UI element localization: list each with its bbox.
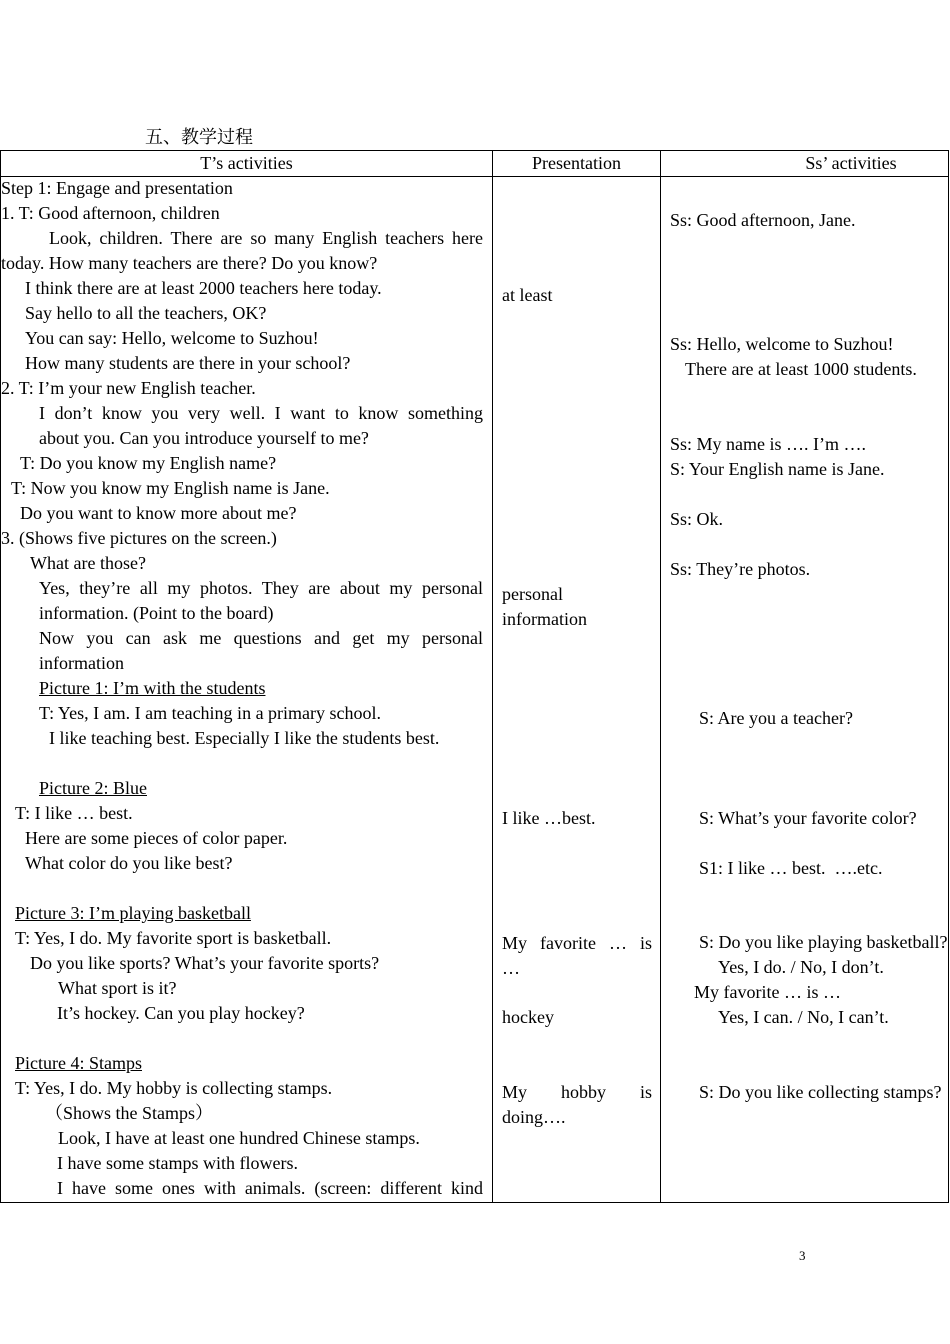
header-presentation: Presentation (532, 153, 621, 173)
t-line: What are those? (30, 553, 146, 573)
s-line: Ss: Ok. (670, 509, 724, 529)
t-line: Say hello to all the teachers, OK? (25, 303, 267, 323)
picture-3-heading: Picture 3: I’m playing basketball (15, 903, 251, 923)
p-line: My hobby is (502, 1082, 652, 1102)
s-line: Ss: Good afternoon, Jane. (670, 210, 856, 230)
t-line: 2. T: I’m your new English teacher. (1, 378, 256, 398)
ss-activities-cell (661, 176, 948, 1202)
p-line: … (502, 958, 520, 978)
t-line: 3. (Shows five pictures on the screen.) (1, 528, 277, 548)
t-line: I don’t know you very well. I want to know something (39, 403, 483, 423)
t-line: 1. T: Good afternoon, children (1, 203, 220, 223)
page-number: 3 (799, 1248, 806, 1263)
s-line: My favorite … is … (694, 982, 841, 1002)
s-line: S: Do you like playing basketball? (699, 932, 948, 952)
header-ss-activities: Ss’ activities (805, 153, 897, 173)
t-line: Now you can ask me questions and get my personal (39, 628, 483, 648)
t-line: Yes, they’re all my photos. They are about my personal (39, 578, 483, 598)
t-line: Do you want to know more about me? (20, 503, 297, 523)
header-t-activities: T’s activities (200, 153, 293, 173)
t-line: today. How many teachers are there? Do you know? (1, 253, 378, 273)
picture-1-heading: Picture 1: I’m with the students (39, 678, 266, 698)
t-line: information. (Point to the board) (39, 603, 274, 623)
teaching-process-table (0, 150, 949, 1203)
t-line: You can say: Hello, welcome to Suzhou! (25, 328, 319, 348)
p-line: doing…. (502, 1107, 566, 1127)
p-line: information (502, 609, 587, 629)
t-line: （Shows the Stamps） (45, 1103, 214, 1123)
t-line: Step 1: Engage and presentation (1, 178, 233, 198)
s-line: Ss: Hello, welcome to Suzhou! (670, 334, 894, 354)
t-line: information (39, 653, 124, 673)
t-line: Here are some pieces of color paper. (25, 828, 288, 848)
t-line: T: Yes, I am. I am teaching in a primary school. (39, 703, 382, 723)
t-line: How many students are there in your school? (25, 353, 351, 373)
t-line: T: I like … best. (15, 803, 133, 823)
t-line: T: Yes, I do. My hobby is collecting stamps. (15, 1078, 333, 1098)
p-line: at least (502, 285, 553, 305)
p-line: personal (502, 584, 563, 604)
column-divider (492, 151, 493, 1202)
t-line: Look, children. There are so many English teachers here (49, 228, 483, 248)
section-title: 五、教学过程 (145, 127, 253, 147)
t-line: I have some stamps with flowers. (57, 1153, 298, 1173)
s-line: There are at least 1000 students. (685, 359, 917, 379)
s-line: S: Are you a teacher? (699, 708, 853, 728)
s-line: Yes, I can. / No, I can’t. (718, 1007, 889, 1027)
s-line: S: What’s your favorite color? (699, 808, 917, 828)
t-line: I like teaching best. Especially I like the students best. (49, 728, 440, 748)
p-line: hockey (502, 1007, 554, 1027)
s-line: S: Your English name is Jane. (670, 459, 885, 479)
t-line: It’s hockey. Can you play hockey? (57, 1003, 305, 1023)
s-line: Yes, I do. / No, I don’t. (718, 957, 884, 977)
p-line: I like …best. (502, 808, 596, 828)
t-line: Do you like sports? What’s your favorite sports? (30, 953, 380, 973)
s-line: Ss: They’re photos. (670, 559, 811, 579)
t-line: What sport is it? (58, 978, 177, 998)
t-line: T: Now you know my English name is Jane. (11, 478, 330, 498)
t-line: Look, I have at least one hundred Chinese stamps. (58, 1128, 420, 1148)
t-line: What color do you like best? (25, 853, 233, 873)
picture-2-heading: Picture 2: Blue (39, 778, 147, 798)
p-line: My favorite … is (502, 933, 652, 953)
t-line: T: Do you know my English name? (20, 453, 277, 473)
t-line: T: Yes, I do. My favorite sport is basketball. (15, 928, 332, 948)
picture-4-heading: Picture 4: Stamps (15, 1053, 142, 1073)
t-line: about you. Can you introduce yourself to me? (39, 428, 369, 448)
t-line: I have some ones with animals. (screen: different kind (57, 1178, 483, 1198)
t-line: I think there are at least 2000 teachers here today. (25, 278, 382, 298)
s-line: S1: I like … best. ….etc. (699, 858, 883, 878)
s-line: Ss: My name is …. I’m …. (670, 434, 866, 454)
s-line: S: Do you like collecting stamps? (699, 1082, 942, 1102)
